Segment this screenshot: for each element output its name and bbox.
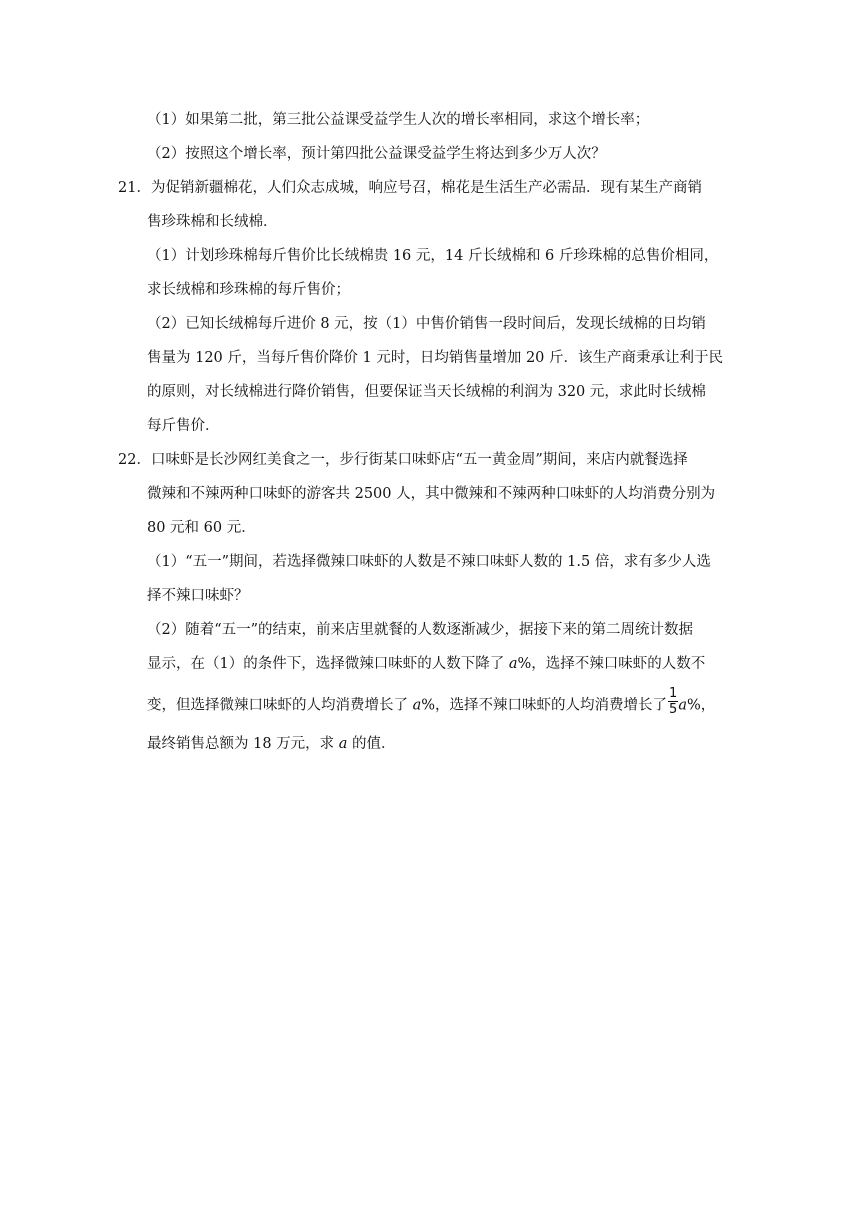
q22-part2-line3-text-c: %，	[686, 697, 716, 714]
q22-part2-line4-text-a: 最终销售总额为 18 万元，求	[147, 736, 339, 752]
q22-part2-line2-text-b: %，选择不辣口味虾的人数不	[517, 656, 706, 672]
q22-part2-line3-text-b: %，选择不辣口味虾的人均消费增长了	[421, 697, 668, 714]
q22-part2-line2	[147, 654, 705, 674]
fraction-one-fifth	[668, 687, 678, 716]
variable-a: a	[338, 736, 348, 752]
q22-stem-line2: 微辣和不辣两种口味虾的游客共 2500 人，其中微辣和不辣两种口味虾的人均消费分别为	[147, 486, 716, 502]
fraction-denominator: 5	[669, 702, 678, 717]
variable-a: a	[412, 697, 422, 714]
q22-stem-line3: 80 元和 60 元．	[147, 520, 256, 536]
q21-stem-line2: 售珍珠棉和长绒棉．	[147, 214, 278, 230]
q22-part2-line2-text-a: 显示，在（1）的条件下，选择微辣口味虾的人数下降了	[147, 656, 509, 672]
q21-part2-line4: 每斤售价．	[147, 418, 220, 434]
q21-stem-line1	[118, 178, 702, 198]
q22-part2-line1: （2）随着“五一”的结束，前来店里就餐的人数逐渐减少，据接下来的第二周统计数据	[147, 622, 694, 638]
q22-number: 22．	[118, 452, 151, 468]
variable-a: a	[678, 697, 687, 714]
q21-part1-line2: 求长绒棉和珍珠棉的每斤售价；	[147, 282, 350, 298]
fraction-numerator: 1	[669, 686, 678, 701]
q21-part1-line1: （1）计划珍珠棉每斤售价比长绒棉贵 16 元，14 斤长绒棉和 6 斤珍珠棉的总售价相同，	[147, 248, 719, 264]
q22-stem-text: 口味虾是长沙网红美食之一，步行街某口味虾店“五一黄金周”期间，来店内就餐选择	[150, 452, 688, 468]
q21-stem-text: 为促销新疆棉花，人们众志成城，响应号召，棉花是生活生产必需品．现有某生产商销	[150, 180, 702, 196]
q20-part1: （1）如果第二批，第三批公益课受益学生人次的增长率相同，求这个增长率；	[147, 112, 650, 128]
q21-part2-line1: （2）已知长绒棉每斤进价 8 元，按（1）中售价销售一段时间后，发现长绒棉的日均销	[147, 316, 706, 332]
q22-part2-line4	[147, 734, 396, 754]
q21-number: 21．	[118, 180, 151, 196]
q22-part2-line3	[147, 686, 716, 717]
q22-part2-line3-text-a: 变，但选择微辣口味虾的人均消费增长了	[147, 697, 413, 714]
variable-a: a	[508, 656, 518, 672]
q21-part2-line2: 售量为 120 斤，当每斤售价降价 1 元时，日均销售量增加 20 斤．该生产商秉承让利于民	[147, 350, 724, 366]
q20-part2: （2）按照这个增长率，预计第四批公益课受益学生将达到多少万人次？	[147, 146, 606, 162]
q22-stem-line1	[118, 450, 688, 470]
q21-part2-line3: 的原则，对长绒棉进行降价销售，但要保证当天长绒棉的利润为 320 元，求此时长绒棉	[147, 384, 706, 400]
q22-part1-line2: 择不辣口味虾？	[147, 588, 249, 604]
q22-part1-line1: （1）“五一”期间，若选择微辣口味虾的人数是不辣口味虾人数的 1.5 倍，求有多少人选	[147, 554, 711, 570]
q22-part2-line4-text-b: 的值．	[347, 736, 396, 752]
